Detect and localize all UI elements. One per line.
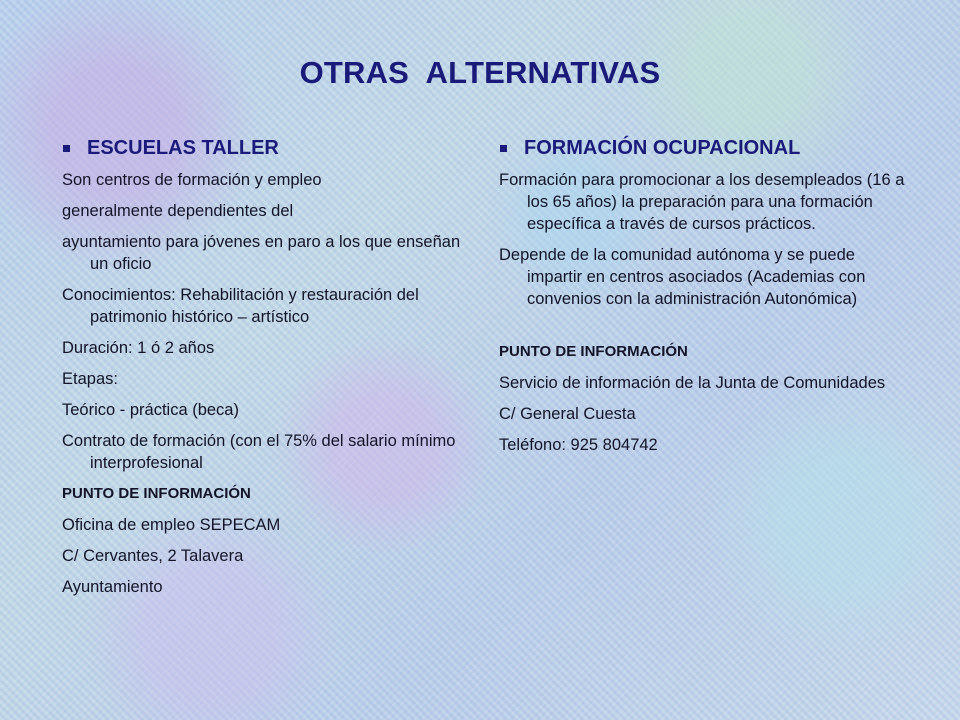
- heading-label: ESCUELAS TALLER: [87, 137, 279, 159]
- right-paragraph: Depende de la comunidad autónoma y se puede impartir en centros asociados (Academias con convenios con la administración Autonómica): [499, 246, 866, 308]
- heading-label: FORMACIÓN OCUPACIONAL: [524, 137, 801, 159]
- left-paragraph: Duración: 1 ó 2 años: [62, 339, 215, 357]
- left-info-line: Oficina de empleo SEPECAM: [62, 516, 281, 534]
- left-paragraph: Contrato de formación (con el 75% del salario mínimo interprofesional: [62, 432, 456, 472]
- left-column: [62, 137, 462, 607]
- right-info-line: Teléfono: 925 804742: [499, 436, 658, 454]
- slide-title: OTRAS ALTERNATIVAS: [299, 55, 661, 90]
- left-paragraph: ayuntamiento para jóvenes en paro a los que enseñan un oficio: [62, 233, 461, 273]
- right-info-line: Servicio de información de la Junta de Comunidades: [499, 374, 886, 392]
- spacer: [499, 319, 911, 341]
- formacion-ocupacional-heading: [499, 137, 911, 160]
- left-paragraph: Conocimientos: Rehabilitación y restauración del patrimonio histórico – artístico: [62, 286, 419, 326]
- left-paragraph: Son centros de formación y empleo: [62, 171, 322, 189]
- square-bullet-icon: [500, 145, 507, 152]
- right-paragraph: Formación para promocionar a los desempleados (16 a los 65 años) la preparación para una formación específica a través de cursos prácticos.: [499, 171, 905, 233]
- left-paragraph: Teórico - práctica (beca): [62, 401, 239, 419]
- right-info-heading: PUNTO DE INFORMACIÓN: [499, 343, 688, 360]
- left-paragraph: generalmente dependientes del: [62, 202, 294, 220]
- square-bullet-icon: [63, 145, 70, 152]
- left-info-line: Ayuntamiento: [62, 578, 163, 596]
- left-paragraph: Etapas:: [62, 370, 118, 388]
- escuelas-taller-heading: [62, 137, 462, 160]
- right-column: [499, 137, 911, 465]
- left-info-heading: PUNTO DE INFORMACIÓN: [62, 485, 251, 502]
- left-info-line: C/ Cervantes, 2 Talavera: [62, 547, 244, 565]
- right-info-line: C/ General Cuesta: [499, 405, 636, 423]
